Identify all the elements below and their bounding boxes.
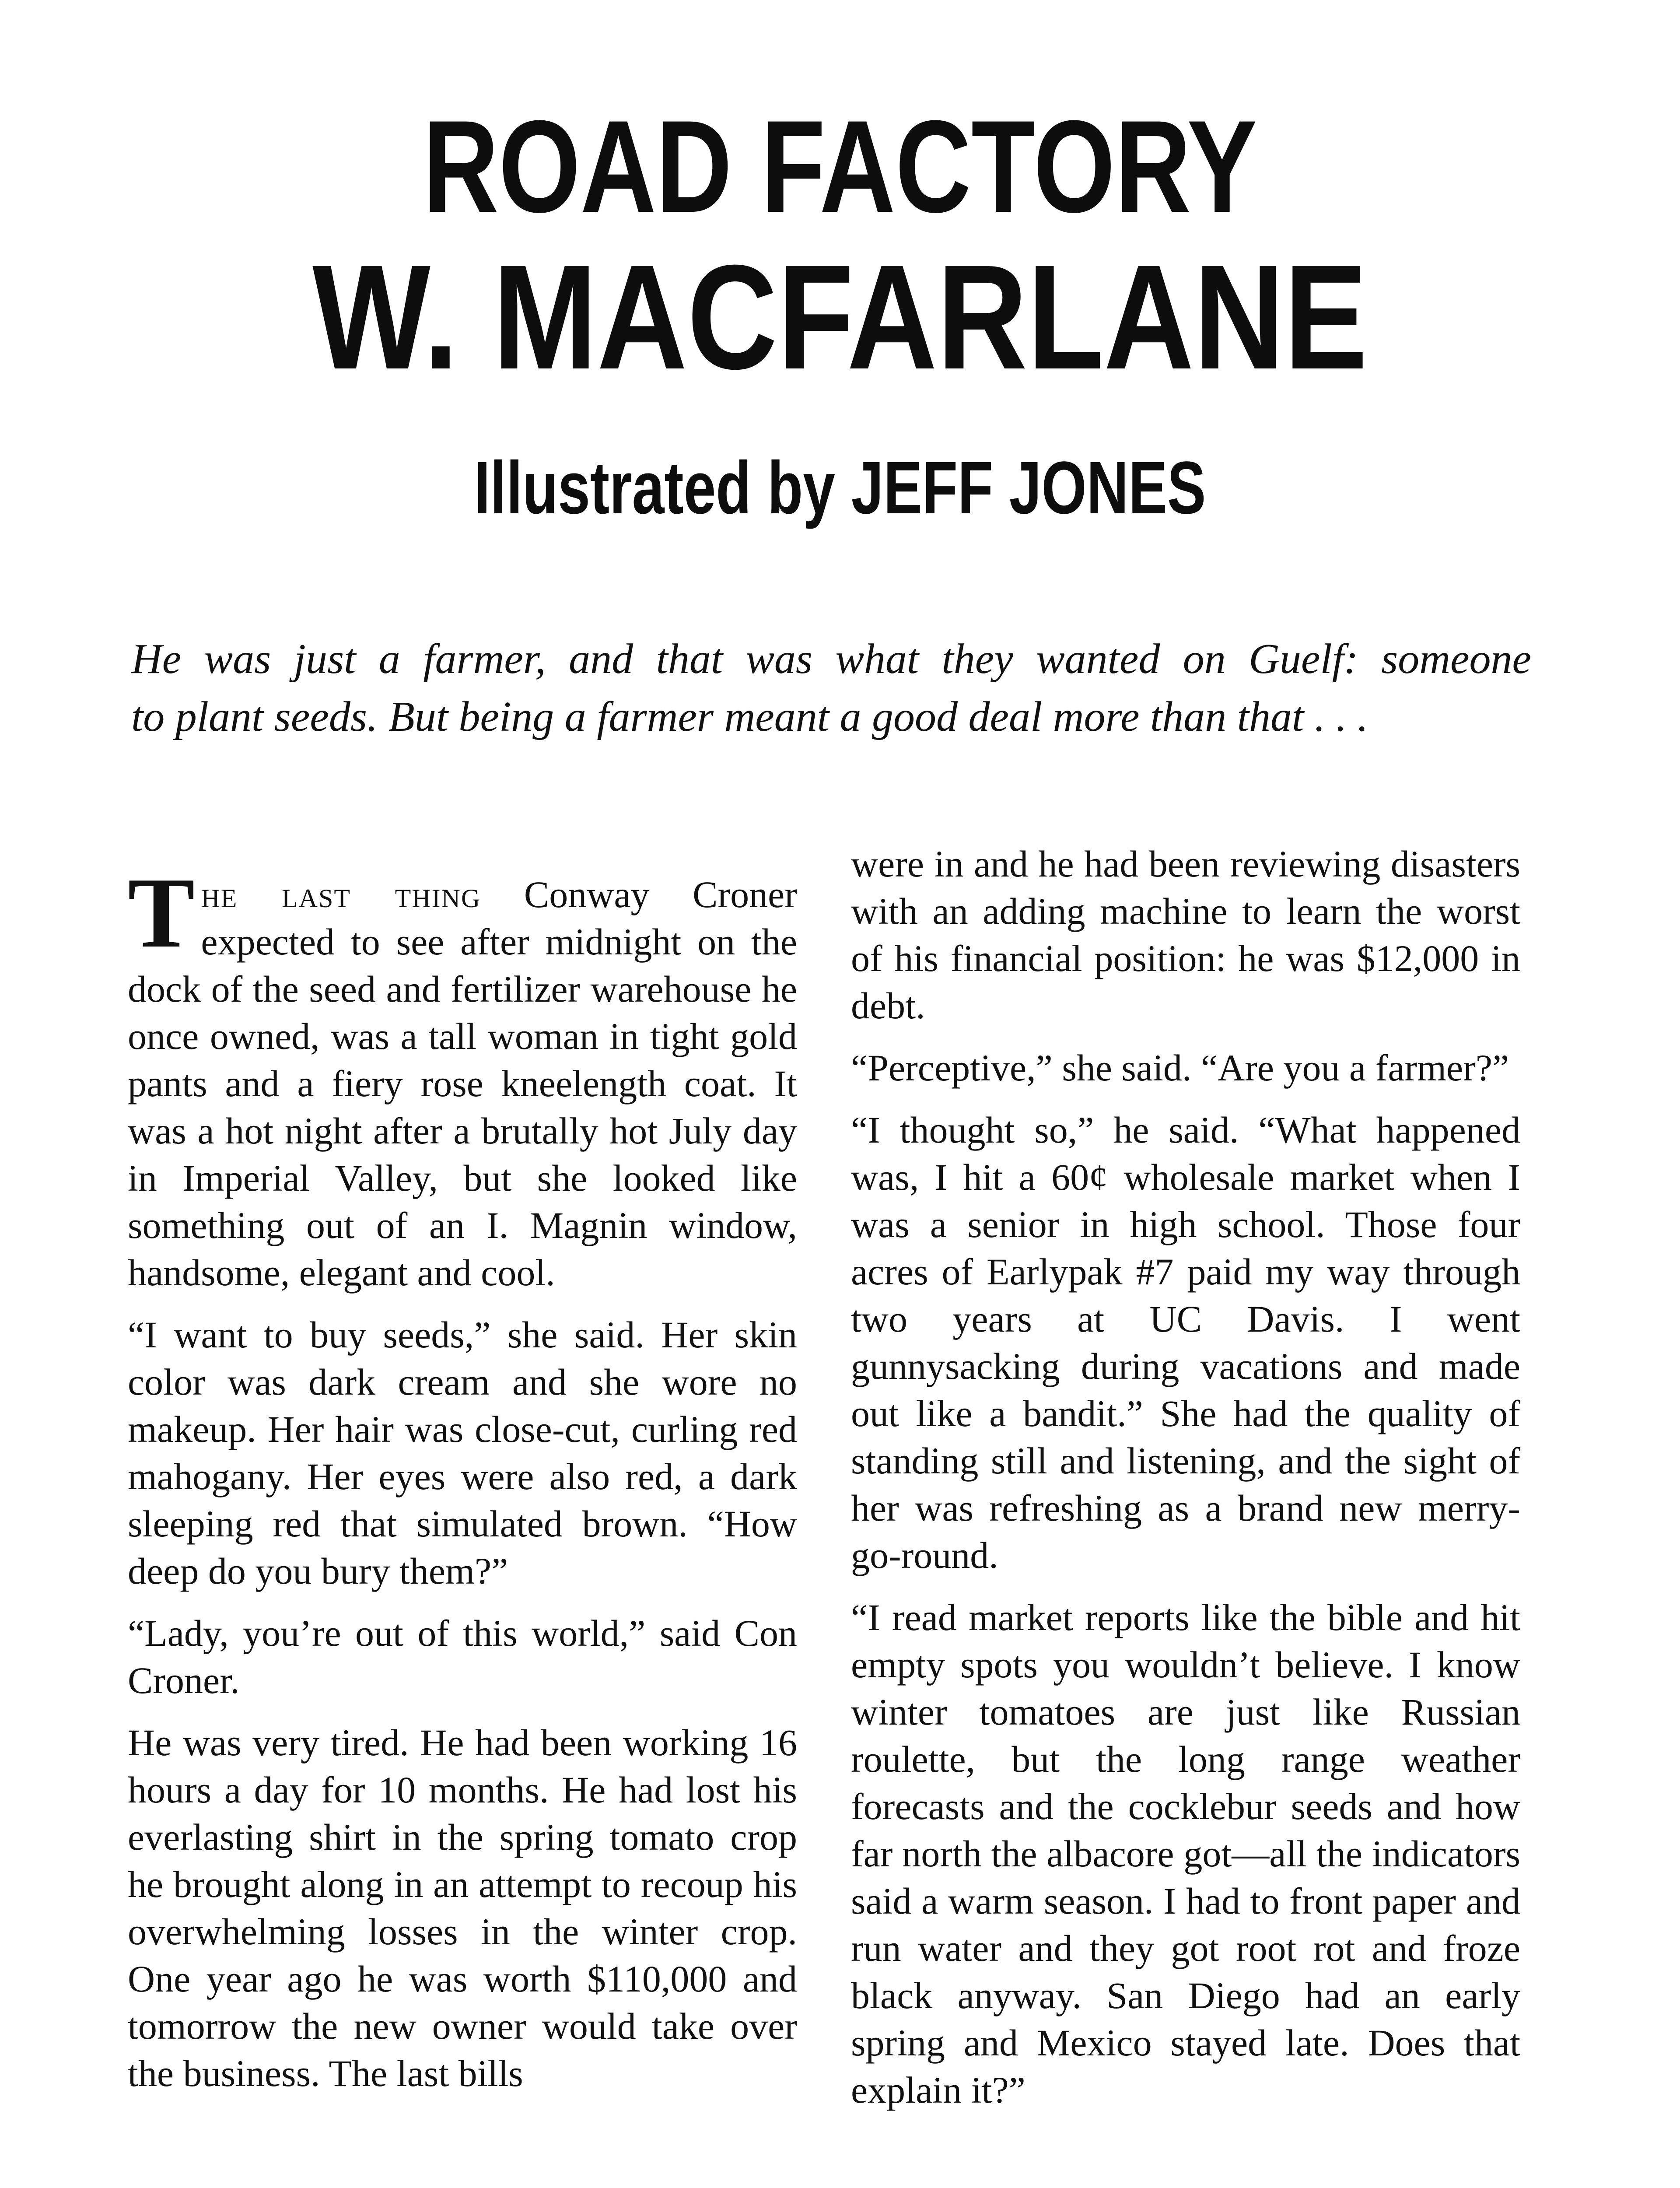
illustrator-credit: Illustrated by JEFF JONES [474, 446, 1206, 529]
paragraph: He was very tired. He had been working 16 hours a day for 10 months. He had lost his everlasting shirt in the spring tomato crop he brought along in an attempt to recoup his overwhelming losses in the winter crop. One year ago he was worth $110,000 and tomorrow the new owner would take over the business. The last bills [128, 1722, 797, 2094]
right-column [851, 840, 1520, 2128]
story-title: ROAD FACTORY [423, 93, 1257, 240]
left-column [128, 857, 797, 2112]
teaser-line-1: He was just a farmer, and that was what they wanted on Guelf: someone [131, 635, 1531, 683]
paragraph: “I want to buy seeds,” she said. Her skin color was dark cream and she wore no makeup. Her hair was close-cut, curling red mahogany. Her eyes were also red, a dark sleeping red that simulated brown. “How deep do you bury them?” [128, 1314, 797, 1592]
paragraph: “Lady, you’re out of this world,” said Con Croner. [128, 1612, 797, 1701]
paragraph: “I thought so,” he said. “What happened was, I hit a 60¢ wholesale market when I was a senior in high school. Those four acres of Earlypak #7 paid my way through two years at UC Davis. I went gunnysacking during vacations and made out like a bandit.” She had the quality of standing still and listening, and the sight of her was refreshing as a brand new merry-go-round. [851, 1109, 1520, 1576]
paragraph [128, 857, 797, 1296]
drop-cap: T [128, 857, 195, 968]
story-teaser [131, 630, 1531, 746]
paragraph: “Perceptive,” she said. “Are you a farmer?” [851, 1047, 1509, 1089]
paragraph: were in and he had been reviewing disasters with an adding machine to learn the worst of his financial position: he was $12,000 in debt. [851, 843, 1520, 1027]
paragraph: “I read market reports like the bible and hit empty spots you wouldn’t believe. I know winter tomatoes are just like Russian roulette, but the long range weather forecasts and the cocklebur seeds and how far north the albacore got—all the indicators said a warm season. I had to front paper and run water and they got root rot and froze black anyway. San Diego had an early spring and Mexico stayed late. Does that explain it?” [851, 1596, 1520, 2111]
author-name: W. MACFARLANE [312, 234, 1368, 400]
paragraph-text: Conway Croner expected to see after midnight on the dock of the seed and fertilizer warehouse he once owned, was a tall woman in tight gold pants and a fiery rose kneelength coat. It was a hot night after a brutally hot July day in Imperial Valley, but she looked like something out of an I. Magnin window, handsome, elegant and cool. [128, 873, 797, 1294]
lead-in: he last thing [201, 873, 481, 915]
teaser-line-2: to plant seeds. But being a farmer meant a good deal more than that . . . [131, 693, 1368, 740]
